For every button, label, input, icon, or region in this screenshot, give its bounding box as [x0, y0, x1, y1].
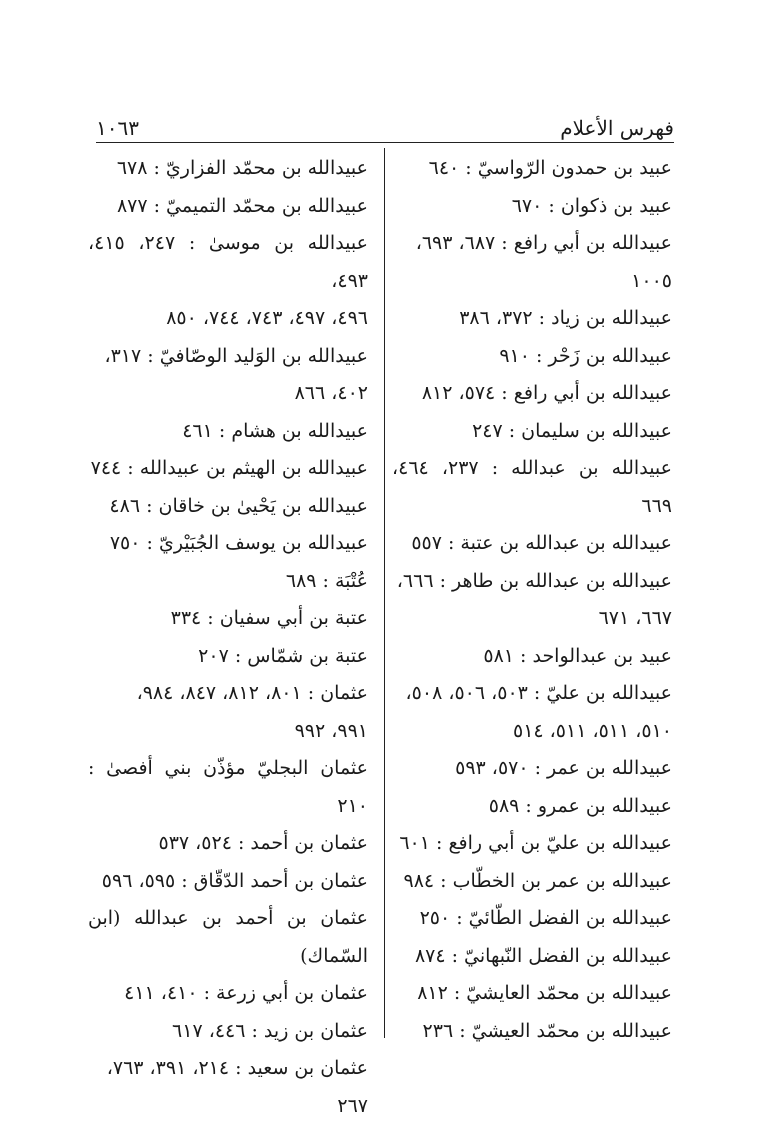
page-header [96, 108, 674, 140]
index-entry-continuation: ٥١٠، ٥١١، ٥١١، ٥١٤ [392, 713, 672, 751]
index-entry [88, 975, 368, 1013]
index-entry [88, 488, 368, 526]
index-entry-line: عبيدالله بن عبدالله بن عتبة : ٥٥٧ [392, 525, 672, 563]
index-entry-line: عثمان بن زيد : ٤٤٦، ٦١٧ [88, 1013, 368, 1051]
index-entry [88, 900, 368, 975]
index-entry [88, 413, 368, 451]
index-entry [392, 900, 672, 938]
index-entry [392, 225, 672, 300]
header-rule [96, 142, 674, 143]
index-entry-line: عثمان بن أحمد الدّقّاق : ٥٩٥، ٥٩٦ [88, 863, 368, 901]
index-entry-line: عبيدالله بن عبدالله بن طاهر : ٦٦٦، [392, 563, 672, 601]
index-entry-line: عبيدالله بن محمّد العيشيّ : ٢٣٦ [392, 1013, 672, 1051]
index-entry-line: عبيدالله بن عمرو : ٥٨٩ [392, 788, 672, 826]
index-entry [88, 863, 368, 901]
index-entry-line: عُتْبَة : ٦٨٩ [88, 563, 368, 601]
index-entry [88, 750, 368, 825]
index-entry [88, 188, 368, 226]
index-entry [392, 825, 672, 863]
index-entry [392, 675, 672, 750]
index-entry-continuation: ٤٩٦، ٤٩٧، ٧٤٣، ٧٤٤، ٨٥٠ [88, 300, 368, 338]
index-entry-line: عبيد بن ذكوان : ٦٧٠ [392, 188, 672, 226]
index-entry [392, 863, 672, 901]
index-entry-line: عبيدالله بن محمّد العايشيّ : ٨١٢ [392, 975, 672, 1013]
index-entry [392, 563, 672, 638]
index-entry-continuation: ٢٦٧ [88, 1088, 368, 1125]
index-entry-line: عبيدالله بن موسىٰ : ٢٤٧، ٤١٥، ٤٩٣، [88, 225, 368, 300]
index-entry-continuation: ١٠٠٥ [392, 263, 672, 301]
index-entry-line: عبيدالله بن أبي رافع : ٥٧٤، ٨١٢ [392, 375, 672, 413]
index-entry-line: عبيد بن عبدالواحد : ٥٨١ [392, 638, 672, 676]
index-entry [88, 600, 368, 638]
index-entry-line: عبيدالله بن زَحْر : ٩١٠ [392, 338, 672, 376]
index-entry [88, 1050, 368, 1125]
index-entry-line: عبيدالله بن عليّ بن أبي رافع : ٦٠١ [392, 825, 672, 863]
index-entry-line: عبيدالله بن الهيثم بن عبيدالله : ٧٤٤ [88, 450, 368, 488]
index-entry-line: عبيدالله بن يَحْيىٰ بن خاقان : ٤٨٦ [88, 488, 368, 526]
index-entry-continuation: ٤٠٢، ٨٦٦ [88, 375, 368, 413]
index-entry-line: عبيدالله بن يوسف الجُبَيْريّ : ٧٥٠ [88, 525, 368, 563]
index-entry [392, 750, 672, 788]
index-entry-line: عبيدالله بن عمر : ٥٧٠، ٥٩٣ [392, 750, 672, 788]
index-entry-line: عبيدالله بن الفضل الطّائيّ : ٢٥٠ [392, 900, 672, 938]
index-entry-line: عثمان البجليّ مؤذّن بني أفصىٰ : ٢١٠ [88, 750, 368, 825]
index-entry [88, 1013, 368, 1051]
index-entry-line: عثمان بن أحمد : ٥٢٤، ٥٣٧ [88, 825, 368, 863]
index-entry-line: عبيدالله بن الفضل النّبهانيّ : ٨٧٤ [392, 938, 672, 976]
index-entry [392, 300, 672, 338]
index-entry [392, 1013, 672, 1051]
index-column-left [88, 150, 368, 1125]
index-entry [88, 150, 368, 188]
index-entry-line: عبيدالله بن أبي رافع : ٦٨٧، ٦٩٣، [392, 225, 672, 263]
index-entry-line: عبيدالله بن محمّد التميميّ : ٨٧٧ [88, 188, 368, 226]
index-entry [88, 675, 368, 750]
index-entry [392, 638, 672, 676]
index-entry [88, 638, 368, 676]
index-entry-line: عبيدالله بن عمر بن الخطّاب : ٩٨٤ [392, 863, 672, 901]
index-entry-line: عبيدالله بن زياد : ٣٧٢، ٣٨٦ [392, 300, 672, 338]
index-entry [88, 525, 368, 563]
index-entry [392, 450, 672, 525]
index-entry-line: عبيدالله بن هشام : ٤٦١ [88, 413, 368, 451]
column-divider [384, 148, 385, 1038]
index-entry [392, 413, 672, 451]
page-number: ١٠٦٣ [96, 116, 139, 140]
index-entry-continuation: ٩٩١، ٩٩٢ [88, 713, 368, 751]
index-entry [88, 563, 368, 601]
index-entry-line: عبيدالله بن عليّ : ٥٠٣، ٥٠٦، ٥٠٨، [392, 675, 672, 713]
index-column-right [392, 150, 672, 1050]
index-entry [88, 338, 368, 413]
index-entry [392, 338, 672, 376]
index-entry [392, 525, 672, 563]
index-entry-line: عبيدالله بن سليمان : ٢٤٧ [392, 413, 672, 451]
index-entry [392, 788, 672, 826]
index-entry-continuation: ٦٦٧، ٦٧١ [392, 600, 672, 638]
index-entry-line: عبيدالله بن محمّد الفزاريّ : ٦٧٨ [88, 150, 368, 188]
index-entry-line: عثمان بن أحمد بن عبدالله (ابن السّماك) [88, 900, 368, 975]
page-title: فهرس الأعلام [560, 116, 674, 140]
index-entry [392, 938, 672, 976]
index-entry-line: عبيدالله بن عبدالله : ٢٣٧، ٤٦٤، ٦٦٩ [392, 450, 672, 525]
index-entry-line: عثمان : ٨٠١، ٨١٢، ٨٤٧، ٩٨٤، [88, 675, 368, 713]
index-entry-line: عثمان بن أبي زرعة : ٤١٠، ٤١١ [88, 975, 368, 1013]
index-entry [88, 450, 368, 488]
index-entry-line: عبيد بن حمدون الرّواسيّ : ٦٤٠ [392, 150, 672, 188]
index-entry [88, 825, 368, 863]
index-entry [392, 188, 672, 226]
index-entry-line: عبيدالله بن الوَليد الوصّافيّ : ٣١٧، [88, 338, 368, 376]
index-entry-line: عتبة بن شمّاس : ٢٠٧ [88, 638, 368, 676]
index-entry [392, 375, 672, 413]
index-entry-line: عثمان بن سعيد : ٢١٤، ٣٩١، ٧٦٣، [88, 1050, 368, 1088]
index-entry [88, 225, 368, 338]
index-entry-line: عتبة بن أبي سفيان : ٣٣٤ [88, 600, 368, 638]
index-entry [392, 975, 672, 1013]
index-entry [392, 150, 672, 188]
